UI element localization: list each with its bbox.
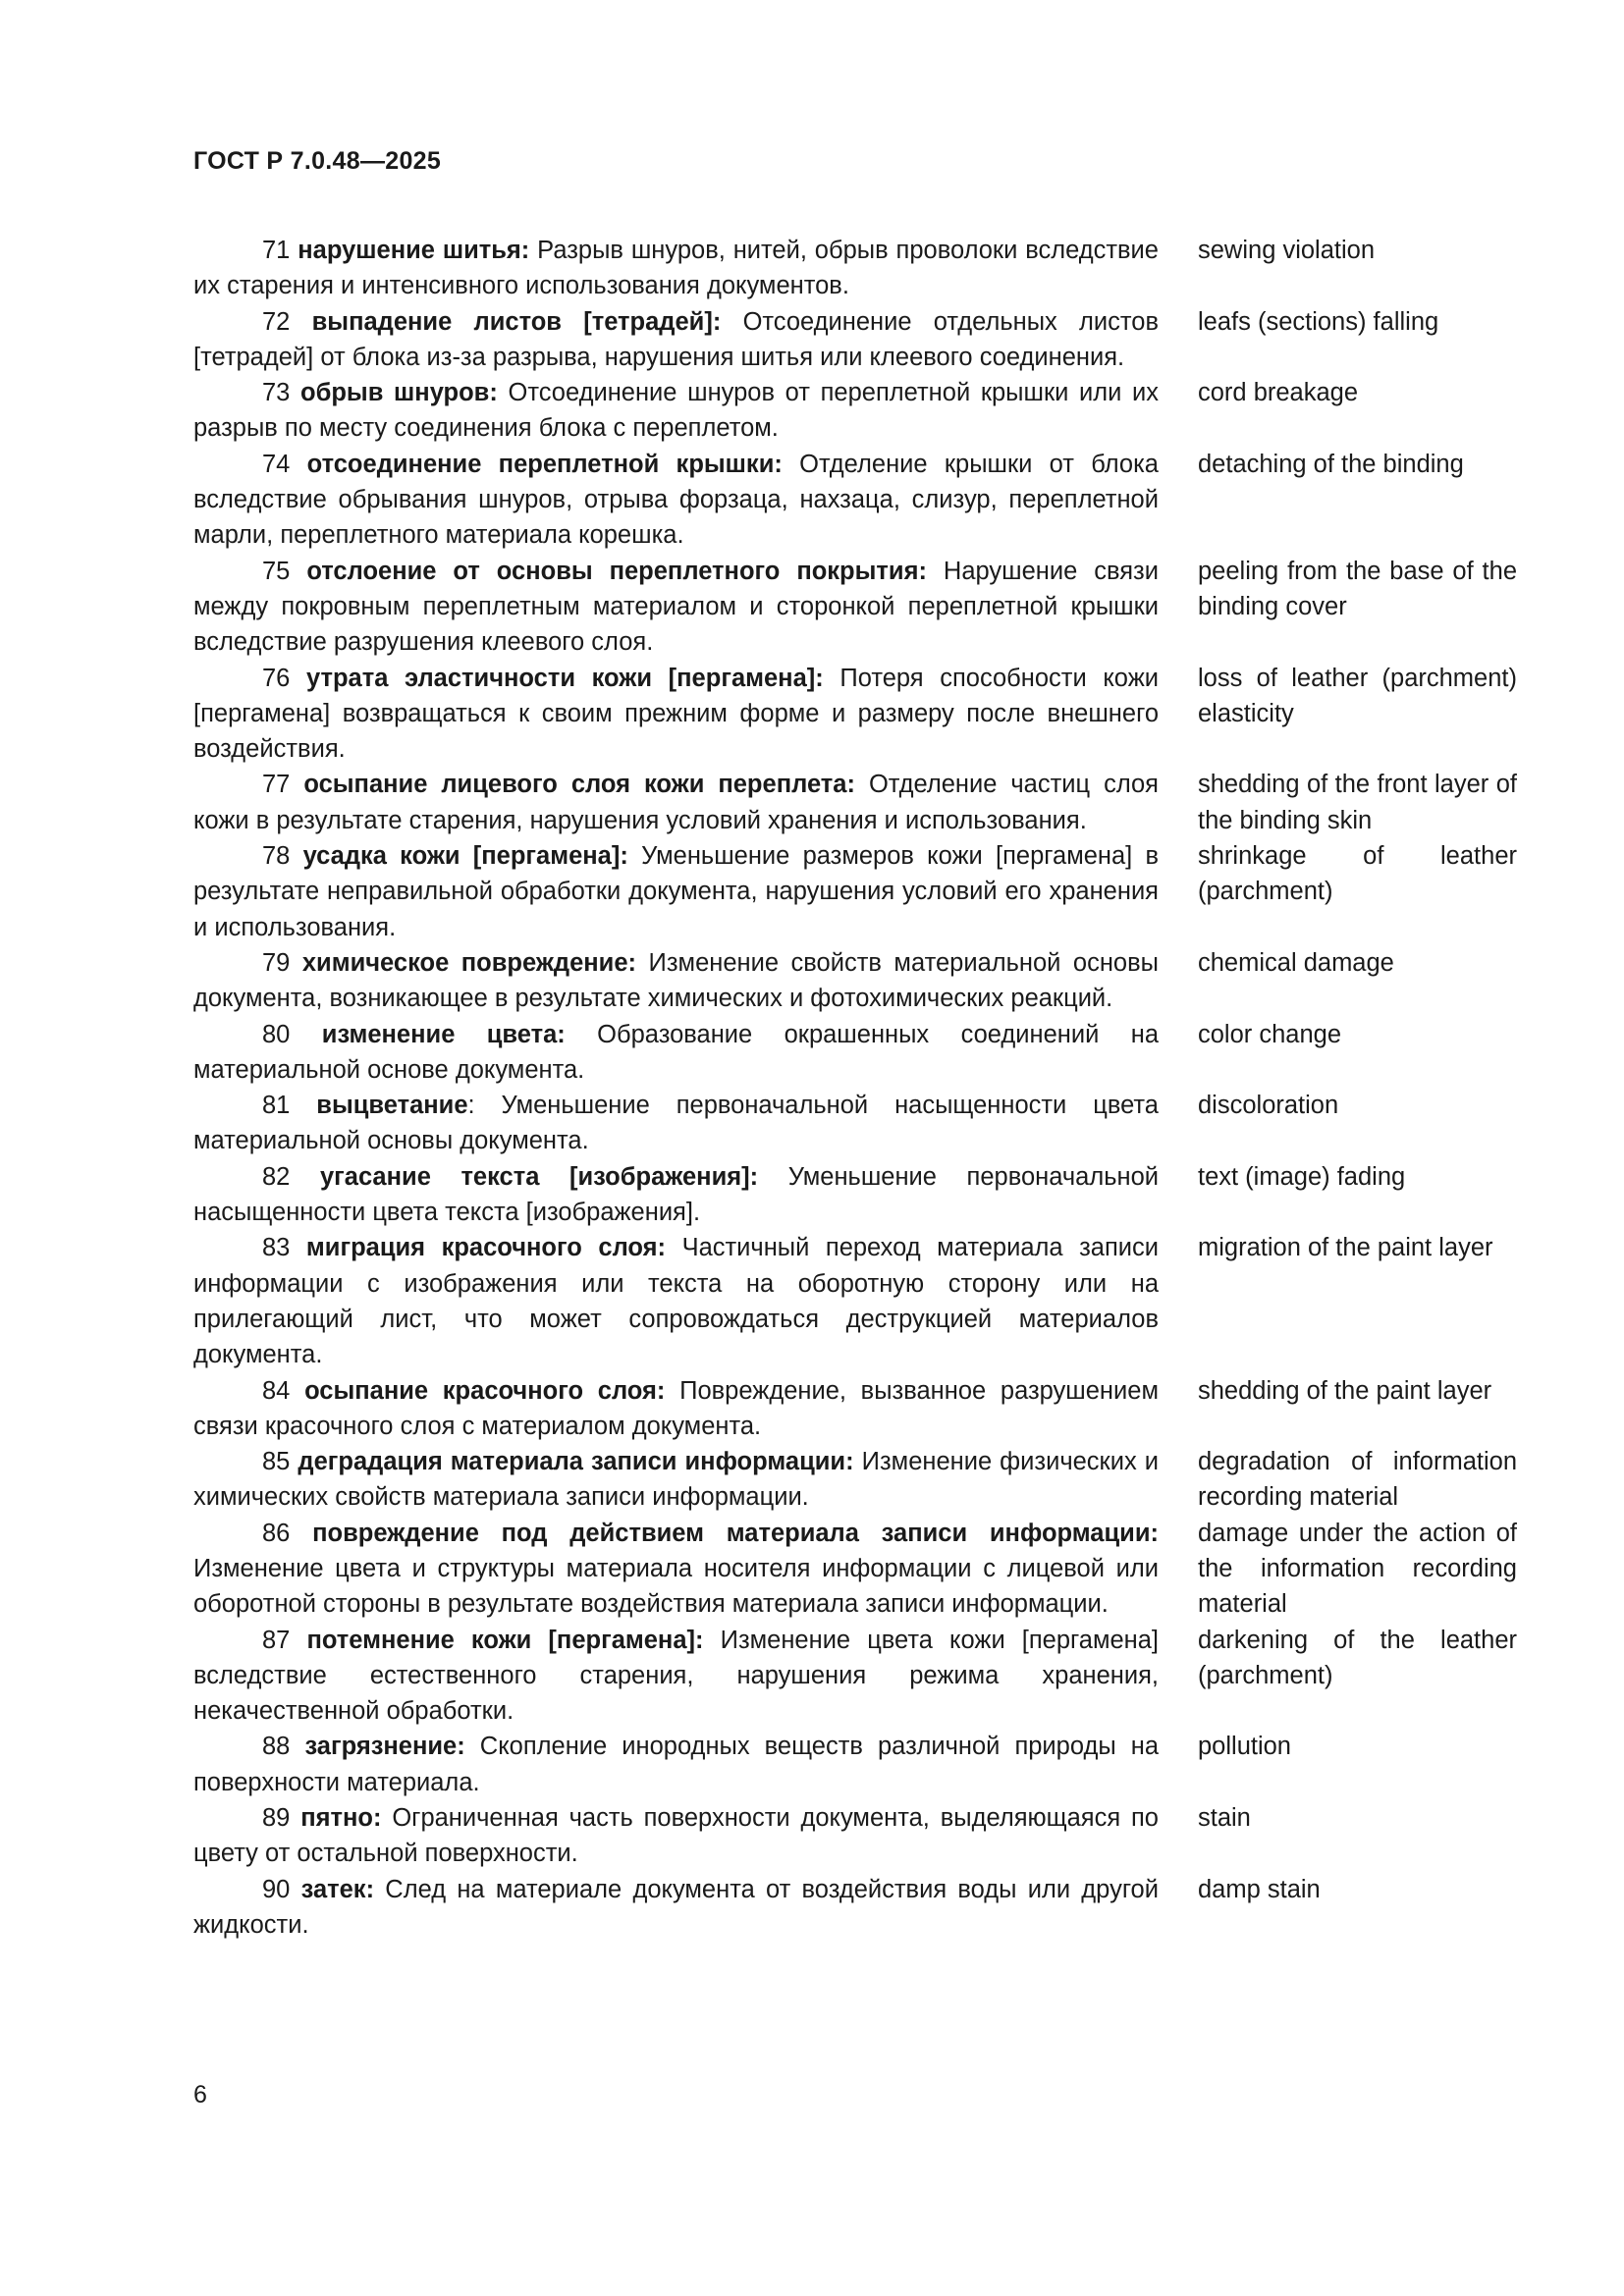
term-text: Изменение физических и химических свойств материала записи информации. <box>193 1448 1159 1512</box>
term-entry <box>193 1088 1517 1159</box>
term-entry <box>193 1159 1517 1231</box>
term-definition <box>193 304 1159 376</box>
term-text: Уменьшение размеров кожи [пергамена] в результате неправильной обработки документа, нарушения условий его хранения и использования. <box>193 842 1160 941</box>
term-entry <box>193 304 1517 376</box>
term-text: Изменение цвета кожи [пергамена] вследствие естественного старения, нарушения режима хранения, некачественной обработки. <box>193 1626 1160 1726</box>
term-text: Изменение цвета и структуры материала носителя информации с лицевой или оборотной стороны в результате воздействия материала записи информации. <box>193 1554 1159 1619</box>
term-entry <box>193 554 1517 661</box>
term-definition <box>193 1159 1159 1231</box>
term-definition <box>193 233 1159 304</box>
term-name: обрыв шнуров: <box>300 379 498 407</box>
term-definition <box>193 1872 1159 1944</box>
term-name: утрата эластичности кожи [пергамена]: <box>306 664 824 692</box>
term-entry <box>193 1800 1517 1872</box>
terms-list <box>193 233 1517 1943</box>
term-definition <box>193 554 1159 661</box>
term-text: Отсоединение отдельных листов [тетрадей] от блока из-за разрыва, нарушения шитья или клеевого соединения. <box>193 307 1160 371</box>
term-english: degradation of information recording material <box>1198 1448 1517 1512</box>
term-number: 85 <box>262 1448 291 1476</box>
term-entry <box>193 1230 1517 1372</box>
page-number: 6 <box>193 2081 207 2109</box>
term-english: shrinkage of leather (parchment) <box>1198 842 1517 906</box>
term-number: 76 <box>262 664 291 692</box>
term-text: Отсоединение шнуров от переплетной крышки или их разрыв по месту соединения блока с переплетом. <box>193 379 1160 443</box>
term-entry <box>193 945 1517 1017</box>
term-english: shedding of the paint layer <box>1198 1376 1492 1405</box>
term-name: выпадение листов [тетрадей]: <box>311 307 722 336</box>
term-entry <box>193 1444 1517 1516</box>
term-text: Отделение крышки от блока вследствие обрывания шнуров, отрыва форзаца, нахзаца, слизур, переплетной марли, переплетного материала корешка. <box>193 450 1159 550</box>
term-name: химическое повреждение: <box>301 948 637 977</box>
term-number: 88 <box>262 1733 291 1761</box>
term-name: осыпание лицевого слоя кожи переплета: <box>303 771 855 799</box>
term-name: деградация материала записи информации: <box>298 1448 854 1476</box>
term-entry <box>193 838 1517 945</box>
term-definition <box>193 1230 1159 1372</box>
term-text: Изменение свойств материальной основы документа, возникающее в результате химических и фотохимических реакций. <box>193 948 1159 1013</box>
term-definition <box>193 1373 1159 1445</box>
term-entry <box>193 767 1517 838</box>
term-text: Отделение частиц слоя кожи в результате старения, нарушения условий хранения и использования. <box>193 771 1159 834</box>
term-english: loss of leather (parchment) elasticity <box>1198 664 1517 727</box>
term-english: text (image) fading <box>1198 1162 1406 1191</box>
term-name: выцветание <box>316 1092 468 1120</box>
term-english: peeling from the base of the binding cover <box>1198 557 1517 620</box>
term-definition <box>193 1729 1159 1800</box>
term-name: угасание текста [изображения]: <box>319 1162 759 1191</box>
term-entry <box>193 447 1517 554</box>
term-number: 90 <box>262 1875 291 1903</box>
term-entry <box>193 1729 1517 1800</box>
term-number: 89 <box>262 1804 291 1833</box>
term-number: 74 <box>262 450 291 478</box>
term-entry <box>193 375 1517 447</box>
term-definition <box>193 447 1159 554</box>
term-name: миграция красочного слоя: <box>305 1234 667 1262</box>
term-text: Повреждение, вызванное разрушением связи красочного слоя с материалом документа. <box>193 1376 1159 1440</box>
term-name: отслоение от основы переплетного покрытия: <box>306 557 927 585</box>
term-number: 82 <box>262 1162 291 1191</box>
term-name: пятно: <box>300 1804 382 1833</box>
term-number: 77 <box>262 771 291 799</box>
term-entry <box>193 1373 1517 1445</box>
term-name: загрязнение: <box>304 1733 465 1761</box>
term-text: Разрыв шнуров, нитей, обрыв проволоки вследствие их старения и интенсивного использования документов. <box>193 237 1159 300</box>
term-definition <box>193 767 1159 838</box>
term-english: damp stain <box>1198 1875 1321 1903</box>
term-definition <box>193 1444 1159 1516</box>
term-english: sewing violation <box>1198 237 1376 264</box>
term-number: 79 <box>262 948 291 977</box>
term-text: Потеря способности кожи [пергамена] возвращаться к своим прежним форме и размеру после внешнего воздействия. <box>193 664 1159 764</box>
term-english: cord breakage <box>1198 379 1359 407</box>
term-entry <box>193 233 1517 304</box>
term-name: отсоединение переплетной крышки: <box>306 450 783 478</box>
term-entry <box>193 1017 1517 1089</box>
term-english: migration of the paint layer <box>1198 1234 1493 1262</box>
term-number: 87 <box>262 1626 291 1654</box>
document-header: ГОСТ Р 7.0.48—2025 <box>193 147 442 175</box>
term-name: затек: <box>300 1875 375 1903</box>
term-name: усадка кожи [пергамена]: <box>302 842 628 871</box>
term-text: Нарушение связи между покровным переплетным материалом и сторонкой переплетной крышки вследствие разрушения клеевого слоя. <box>193 557 1159 657</box>
term-text: След на материале документа от воздействия воды или другой жидкости. <box>193 1875 1159 1939</box>
term-number: 83 <box>262 1234 291 1262</box>
term-number: 80 <box>262 1020 291 1048</box>
term-definition <box>193 375 1159 447</box>
term-text: Образование окрашенных соединений на материальной основе документа. <box>193 1020 1160 1084</box>
term-english: shedding of the front layer of the binding skin <box>1198 771 1517 834</box>
term-english: discoloration <box>1198 1092 1339 1120</box>
term-english: darkening of the leather (parchment) <box>1198 1626 1517 1689</box>
term-definition <box>193 1623 1159 1730</box>
term-english: damage under the action of the information recording material <box>1198 1519 1517 1619</box>
term-name: потемнение кожи [пергамена]: <box>306 1626 704 1654</box>
term-entry <box>193 1516 1517 1623</box>
term-number: 75 <box>262 557 291 585</box>
term-entry <box>193 661 1517 768</box>
term-text: : Уменьшение первоначальной насыщенности цвета материальной основы документа. <box>193 1092 1159 1155</box>
term-english: chemical damage <box>1198 948 1394 977</box>
term-definition <box>193 838 1159 945</box>
term-text: Скопление инородных веществ различной природы на поверхности материала. <box>193 1733 1159 1796</box>
term-number: 71 <box>262 237 291 264</box>
term-definition <box>193 1800 1159 1872</box>
term-definition <box>193 1516 1159 1623</box>
term-text: Уменьшение первоначальной насыщенности цвета текста [изображения]. <box>193 1162 1160 1227</box>
term-number: 78 <box>262 842 291 871</box>
term-english: leafs (sections) falling <box>1198 307 1439 336</box>
term-entry <box>193 1872 1517 1944</box>
term-number: 86 <box>262 1519 291 1547</box>
term-definition <box>193 1017 1159 1089</box>
term-english: detaching of the binding <box>1198 450 1464 478</box>
term-text: Частичный переход материала записи информации с изображения или текста на оборотную сторону или на прилегающий лист, что может сопровождаться деструкцией материалов документа. <box>193 1234 1160 1369</box>
term-definition <box>193 1088 1159 1159</box>
term-english: color change <box>1198 1020 1342 1048</box>
term-name: изменение цвета: <box>321 1020 566 1048</box>
term-number: 72 <box>262 307 291 336</box>
term-entry <box>193 1623 1517 1730</box>
term-number: 81 <box>262 1092 291 1120</box>
term-name: осыпание красочного слоя: <box>304 1376 666 1405</box>
term-number: 84 <box>262 1376 291 1405</box>
term-number: 73 <box>262 379 291 407</box>
term-name: нарушение шитья: <box>298 237 530 264</box>
term-english: stain <box>1198 1804 1251 1833</box>
term-definition <box>193 661 1159 768</box>
term-text: Ограниченная часть поверхности документа, выделяющаяся по цвету от остальной поверхности. <box>193 1804 1159 1868</box>
term-english: pollution <box>1198 1733 1291 1761</box>
term-name: повреждение под действием материала записи информации: <box>312 1519 1159 1547</box>
term-definition <box>193 945 1159 1017</box>
